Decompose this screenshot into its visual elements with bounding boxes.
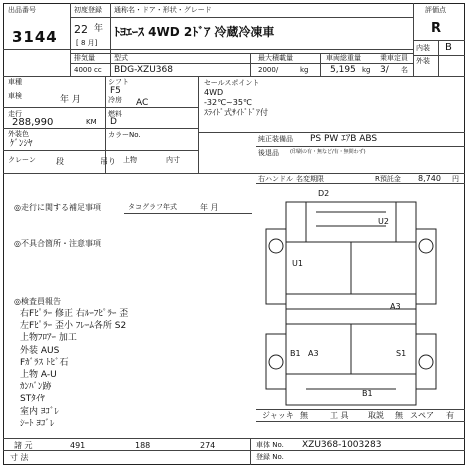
divider [70, 17, 413, 18]
divider [250, 438, 251, 465]
equipment-extra-note: (印刷の有・無など/有・無問わず) [290, 149, 366, 155]
report-label: ◎検査員報告 [14, 297, 61, 306]
report-line: Fｶﾞﾗｽ ﾄﾋﾞ石 [20, 357, 69, 368]
capacity-label: 乗車定員 [380, 54, 408, 62]
divider [124, 213, 252, 214]
ac-value: AC [136, 98, 149, 108]
capacity-value: 3/ [380, 65, 389, 75]
max-load-label: 最大積載量 [258, 54, 293, 62]
divider [3, 150, 198, 151]
tacho-label: タコグラフ年式 [128, 203, 177, 211]
platform-label: 上物 [123, 156, 137, 164]
selling-point-item: 4WD [204, 88, 224, 97]
first-reg-label: 初度登録 [74, 6, 102, 14]
selling-point-item: ｽﾗｲﾄﾞ式ｻｲﾄﾞﾄﾞｱ付 [204, 108, 268, 117]
recycle-fee-unit: 円 [452, 175, 459, 183]
gross-weight-label: 車両総重量 [326, 54, 361, 62]
crane-label: クレーン [8, 156, 36, 164]
divider [250, 53, 251, 76]
gross-weight-unit: kg [362, 66, 371, 74]
shift-label: シフト [108, 78, 129, 86]
divider [198, 132, 465, 133]
divider [3, 128, 198, 129]
divider [3, 76, 465, 77]
vehicle-age-label: 車種 [8, 78, 22, 86]
divider [256, 409, 465, 410]
mileage-value: 288,990 [12, 117, 54, 128]
equipment-extra-label: 後退品 [258, 149, 279, 157]
owner-label: 名変期限 [296, 175, 324, 183]
report-line: 上物 A-U [20, 370, 57, 380]
shift-value: F5 [110, 86, 121, 96]
divider [3, 107, 198, 108]
dims-label: 諸 元 [14, 441, 33, 450]
jack-value: 無 [300, 411, 308, 420]
divider [70, 3, 71, 76]
fuel-value: D [110, 117, 117, 127]
damage-mark: B1 [290, 349, 301, 358]
divider [256, 146, 465, 147]
recycle-fee-label: R預託金 [375, 175, 401, 183]
divider [3, 438, 465, 439]
vehicle-diagram [256, 184, 465, 409]
report-line: 左Fﾋﾟﾗｰ 歪小 ﾌﾚｰﾑ各所 S2 [20, 321, 127, 332]
fuel-label: 燃料 [108, 110, 122, 118]
defect-label: ◎不具合箇所・注意事項 [14, 239, 101, 248]
divider [256, 421, 465, 422]
first-reg-month: [ 8 月] [76, 39, 98, 47]
report-line: ｼｰﾄ ﾖｺﾞﾚ [20, 418, 55, 429]
mileage-unit: KM [86, 118, 97, 126]
lot-label: 出品番号 [8, 6, 36, 14]
recycle-fee-value: 8,740 [418, 174, 441, 183]
divider [413, 40, 465, 41]
report-line: ｶﾝﾊﾞﾝ跡 [20, 382, 52, 393]
equipment-label: 純正装備品 [258, 135, 293, 143]
tacho-value: 年 月 [200, 203, 219, 212]
height-value: 274 [200, 441, 216, 450]
width-value: 188 [135, 441, 151, 450]
report-line: 室内 ﾖｺﾞﾚ [20, 406, 59, 417]
selling-point-item: -32℃~35℃ [204, 98, 252, 107]
chassis-value: XZU368-1003283 [302, 440, 382, 450]
gross-weight-value: 5,195 [330, 65, 356, 75]
color-value: ｹﾞﾝｼﾔ [10, 139, 33, 149]
model-label: 通称名・ドア・形状・グレード [114, 6, 212, 14]
mileage-label: 走行 [8, 110, 22, 118]
report-line: STﾀｲﾔ [20, 394, 45, 405]
length-value: 491 [70, 441, 86, 450]
bottom-left-label: 寸 法 [10, 453, 29, 462]
mileage-note-label: ◎走行に関する補足事項 [14, 203, 101, 212]
report-line: 上物ﾌﾛｱｰ 加工 [20, 333, 77, 344]
first-reg-year: 22 [74, 23, 88, 36]
color-no-label: カラーNo. [108, 131, 141, 139]
manual-label: 取説 [368, 411, 384, 420]
tool-value: 無 [395, 411, 403, 420]
tool-label: 工 具 [330, 411, 349, 420]
model-name: ﾄﾖｴｰｽ 4WD 2ﾄﾞｱ 冷蔵冷凍車 [114, 25, 275, 39]
divider [3, 450, 465, 451]
displacement-label: 排気量 [74, 54, 95, 62]
divider [413, 55, 465, 56]
divider [70, 63, 413, 64]
damage-mark: B1 [362, 389, 373, 398]
type-value: BDG-XZU368 [114, 65, 173, 75]
damage-mark: A3 [390, 302, 401, 311]
divider [110, 3, 111, 76]
inspection-label: 車検 [8, 92, 22, 100]
displacement-value: 4000 cc [74, 66, 102, 74]
divider [3, 173, 465, 174]
eval-label: 評価点 [425, 6, 446, 14]
crane-value-2: 吊り [100, 157, 116, 166]
eval-score: R [431, 21, 442, 36]
inspection-value: 年 月 [60, 95, 81, 105]
interior-label: 内装 [416, 44, 430, 52]
type-label: 型式 [114, 54, 128, 62]
report-line: 外装 AUS [20, 345, 60, 356]
report-line: 右Fﾋﾟﾗｰ 修正 右ﾙｰﾌﾋﾟﾗｰ 歪 [20, 309, 129, 319]
hand-label: 右ハンドル [258, 175, 293, 183]
equipment-value: PS PW ｴｱB ABS [310, 134, 378, 144]
jack-label: ジャッキ [262, 411, 294, 420]
exterior-label: 外装 [416, 57, 430, 65]
divider [198, 76, 199, 173]
damage-mark: S1 [396, 349, 407, 358]
divider [438, 40, 439, 76]
selling-points-label: セールスポイント [204, 79, 260, 87]
capacity-unit: 名 [401, 66, 408, 74]
divider [3, 49, 413, 50]
color-label: 外装色 [8, 130, 29, 138]
damage-mark: U1 [292, 259, 303, 268]
spare-value: 有 [446, 411, 454, 420]
max-load-unit: kg [300, 66, 309, 74]
damage-mark: U2 [378, 217, 389, 226]
crane-value-1: 段 [56, 157, 64, 166]
divider [320, 53, 321, 76]
damage-mark: D2 [318, 189, 330, 198]
chassis-label: 車体 No. [256, 441, 284, 449]
lot-number: 3144 [12, 28, 58, 46]
year-unit: 年 [94, 24, 104, 34]
max-load-value: 2000/ [258, 66, 279, 74]
damage-mark: A3 [308, 349, 319, 358]
spare-label: スペア [410, 411, 434, 420]
platform-value: 内寸 [166, 156, 180, 164]
reg-label: 登録 No. [256, 453, 284, 461]
interior-score: B [445, 42, 452, 53]
ac-label: 冷房 [108, 96, 122, 104]
